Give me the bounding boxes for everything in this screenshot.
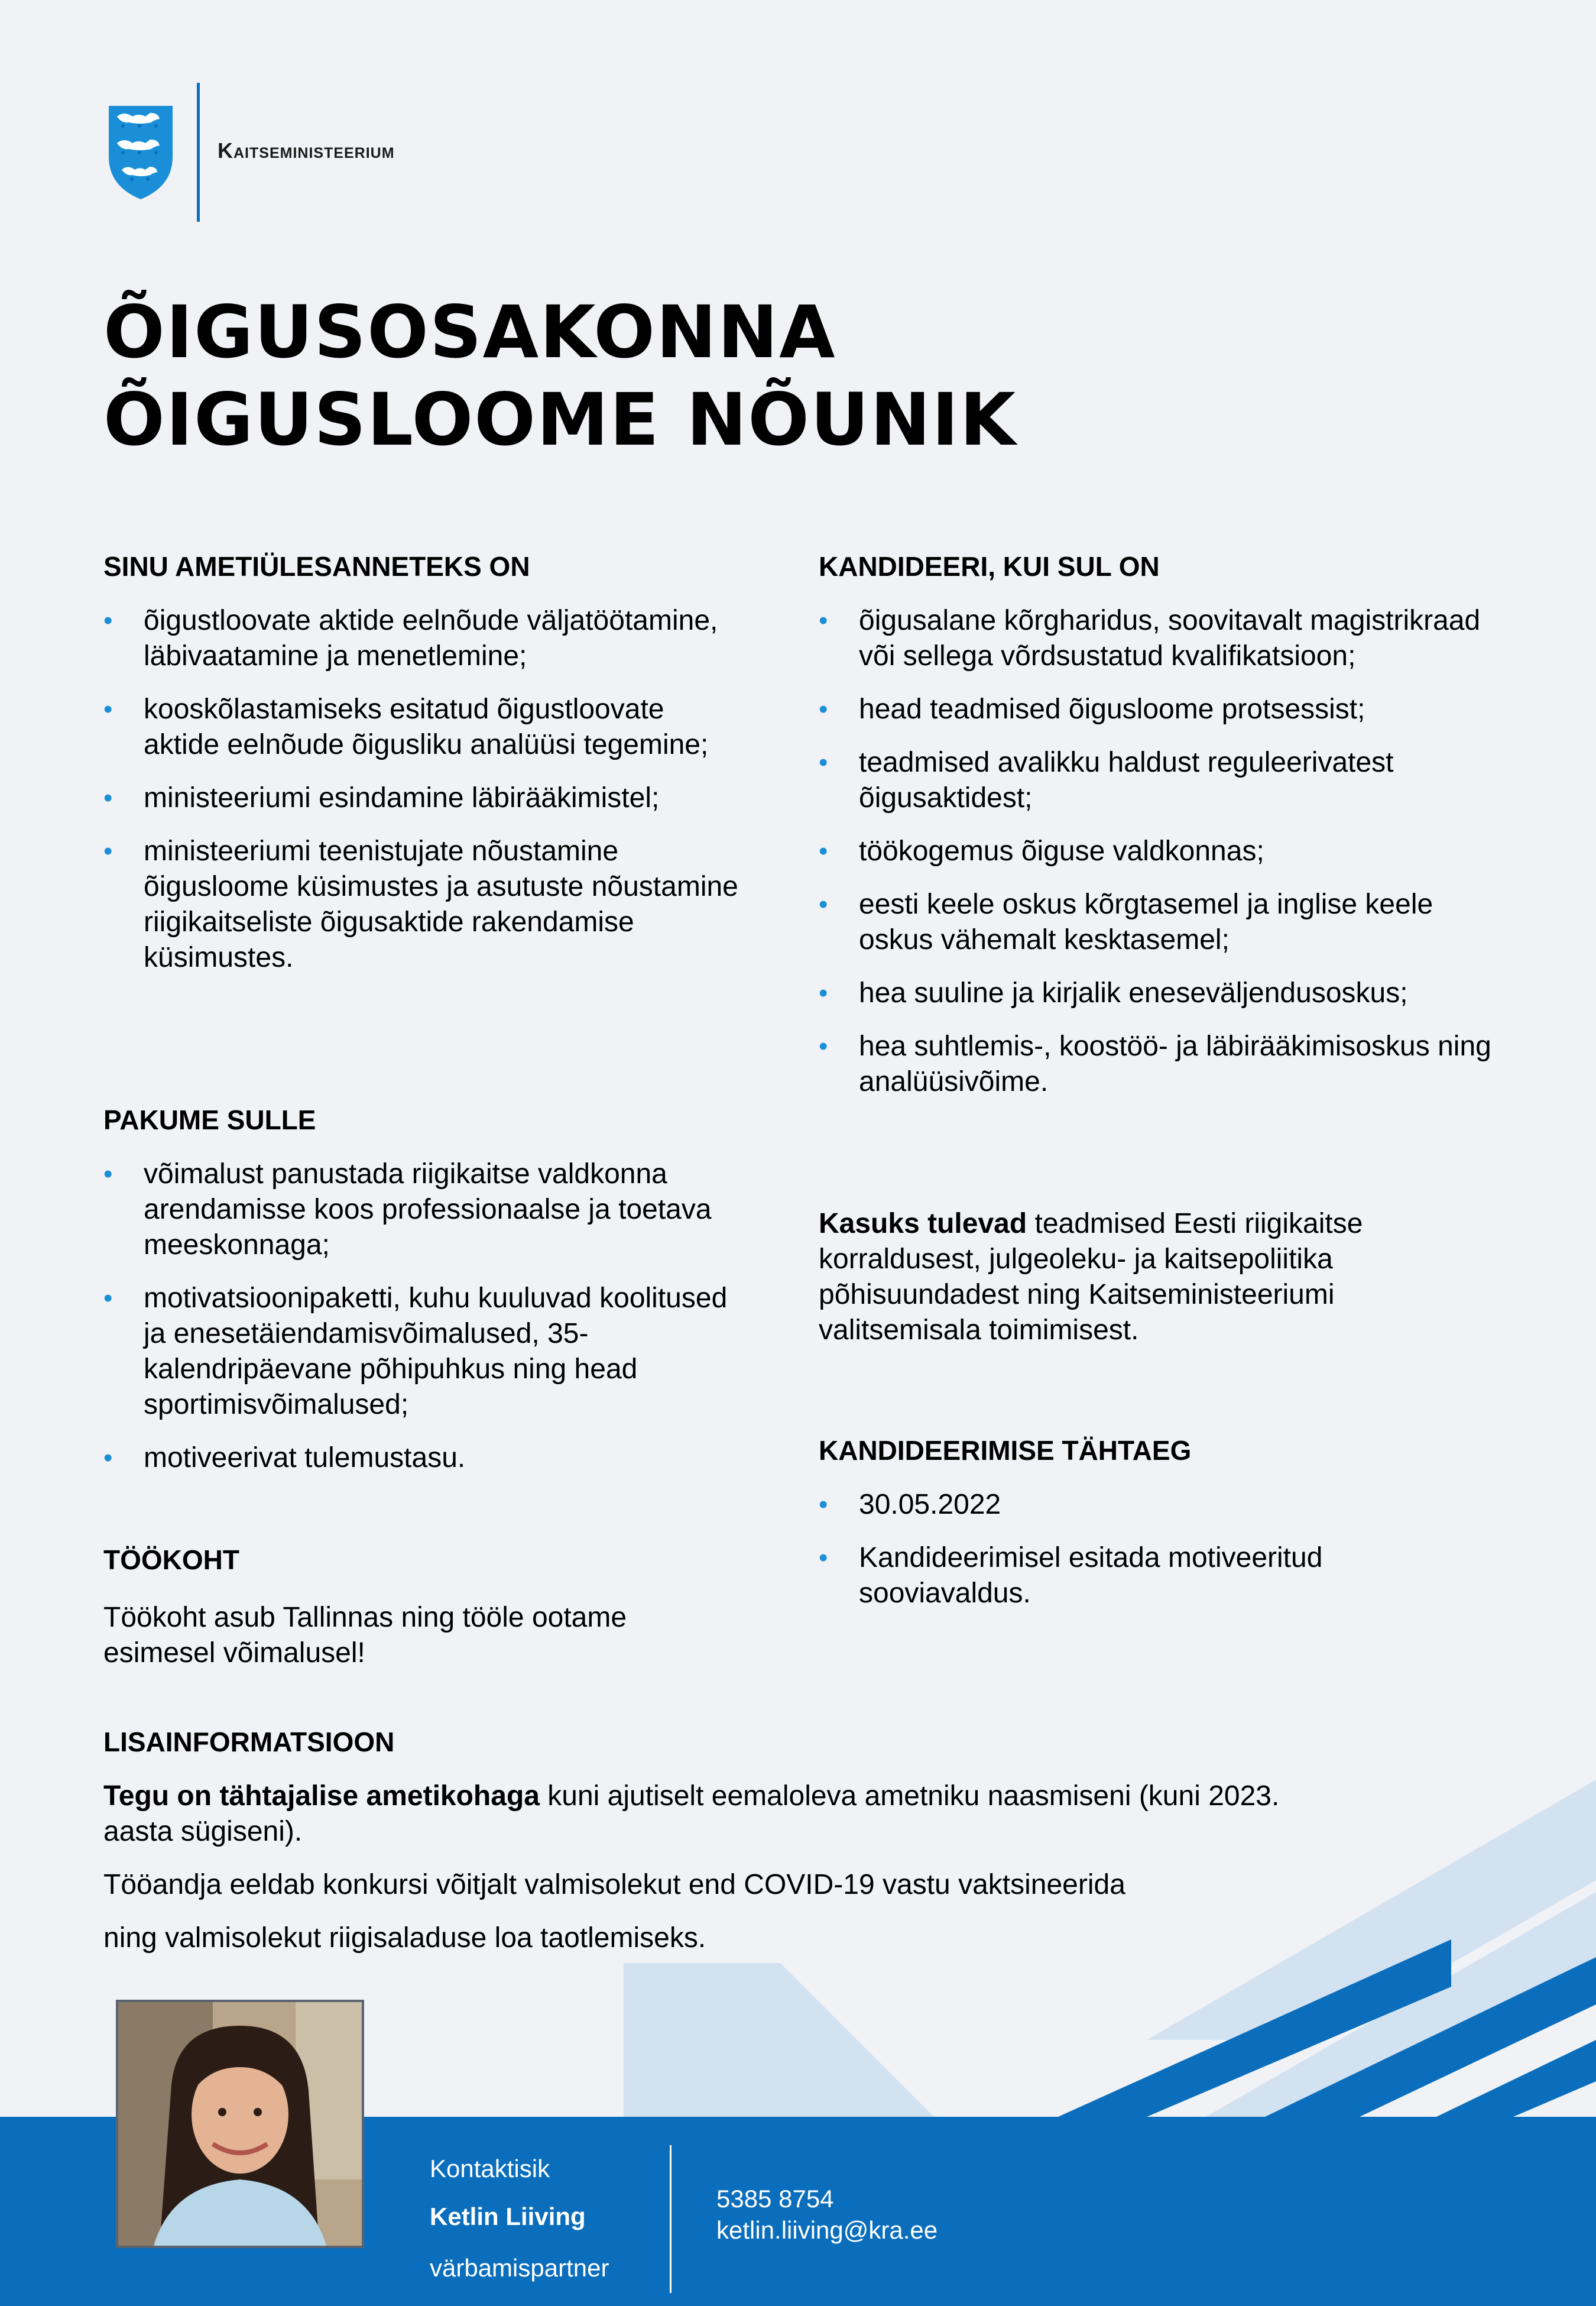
info-section	[103, 1725, 1286, 1956]
contact-photo	[116, 2000, 364, 2248]
info-paragraph-2: Tööandja eeldab konkursi võitjalt valmisolekut end COVID-19 vastu vaktsineerida	[103, 1869, 1125, 1900]
offer-heading: PAKUME SULLE	[103, 1105, 316, 1135]
requirements-section	[819, 550, 1493, 1118]
ministry-name: Kaitseministeerium	[218, 138, 395, 163]
deadline-heading: KANDIDEERIMISE TÄHTAEG	[819, 1435, 1192, 1466]
job-title	[103, 289, 1463, 464]
logo-divider	[197, 83, 200, 222]
footer-divider	[670, 2145, 672, 2293]
contact-name: Ketlin Liiving	[430, 2203, 586, 2230]
advantage-bold: Kasuks tulevad	[819, 1208, 1027, 1239]
list-item: • ministeeriumi esindamine läbirääkimistel;	[103, 780, 742, 816]
list-item: • hea suuline ja kirjalik eneseväljendusoskus;	[819, 976, 1493, 1011]
info-p1-rest: kuni ajutiselt eemaloleva ametniku naasmiseni (kuni 2023. aasta sügiseni).	[103, 1780, 1280, 1847]
duties-section	[103, 550, 742, 993]
list-item: • ministeeriumi teenistujate nõustamine õigusloome küsimustes ja asutuste nõustamine riigikaitseliste õigusaktide rakendamise küsimustes.	[103, 834, 742, 976]
list-item: • kooskõlastamiseks esitatud õigustloovate aktide eelnõude õigusliku analüüsi tegemine;	[103, 692, 742, 763]
list-item: • võimalust panustada riigikaitse valdkonna arendamisse koos professionaalse ja toetava meeskonnaga;	[103, 1157, 742, 1263]
list-item: • head teadmised õigusloome protsessist;	[819, 692, 1493, 727]
advantage-rest: teadmised Eesti riigikaitse korraldusest, julgeoleku- ja kaitsepoliitika põhisuundadest ning Kaitseministeeriumi valitsemisala toimimisest.	[819, 1208, 1363, 1346]
contact-email[interactable]: ketlin.liiving@kra.ee	[716, 2216, 938, 2244]
list-item: • eesti keele oskus kõrgtasemel ja inglise keele oskus vähemalt kesktasemel;	[819, 887, 1493, 958]
info-bold: Tegu on tähtajalise ametikohaga	[103, 1780, 540, 1812]
deadline-section	[819, 1434, 1493, 1629]
offer-section	[103, 1103, 742, 1494]
requirements-list	[819, 603, 1493, 1100]
advantage-section	[819, 1206, 1410, 1348]
list-item: • Kandideerimisel esitada motiveeritud sooviavaldus.	[819, 1540, 1351, 1611]
deadline-date: • 30.05.2022	[819, 1487, 1351, 1523]
list-item: • õigustloovate aktide eelnõude väljatöötamine, läbivaatamine ja menetlemine;	[103, 603, 742, 674]
title-line-2: ÕIGUSLOOME NÕUNIK	[103, 378, 1017, 462]
info-paragraph-1	[103, 1779, 1286, 1850]
list-item: • motivatsioonipaketti, kuhu kuuluvad koolitused ja enesetäiendamisvõimalused, 35-kalendripäevane põhipuhkus ning head sportimisvõimalused;	[103, 1281, 742, 1423]
list-item: • motiveerivat tulemustasu.	[103, 1440, 742, 1476]
duties-list	[103, 603, 742, 976]
coat-of-arms-logo	[105, 103, 176, 201]
contact-label: Kontaktisik	[430, 2155, 550, 2182]
info-paragraph-3: ning valmisolekut riigisaladuse loa taotlemiseks.	[103, 1922, 706, 1954]
list-item: • teadmised avalikku haldust reguleerivatest õigusaktidest;	[819, 745, 1493, 816]
offer-list	[103, 1157, 742, 1476]
duties-heading: SINU AMETIÜLESANNETEKS ON	[103, 551, 530, 582]
contact-phone[interactable]: 5385 8754	[716, 2185, 834, 2213]
workplace-heading: TÖÖKOHT	[103, 1544, 239, 1575]
deadline-list	[819, 1487, 1351, 1611]
contact-role: värbamispartner	[430, 2254, 609, 2282]
list-item: • hea suhtlemis-, koostöö- ja läbirääkimisoskus ning analüüsivõime.	[819, 1029, 1493, 1100]
workplace-text: Töökoht asub Tallinnas ning tööle ootame esimesel võimalusel!	[103, 1602, 627, 1669]
advantage-text	[819, 1206, 1410, 1348]
info-heading: LISAINFORMATSIOON	[103, 1727, 395, 1757]
title-line-1: ÕIGUSOSAKONNA	[103, 290, 836, 374]
list-item: • töökogemus õiguse valdkonnas;	[819, 834, 1493, 869]
list-item: • õigusalane kõrgharidus, soovitavalt magistrikraad või sellega võrdsustatud kvalifikatsioon;	[819, 603, 1493, 674]
requirements-heading: KANDIDEERI, KUI SUL ON	[819, 551, 1160, 582]
workplace-section	[103, 1543, 635, 1671]
